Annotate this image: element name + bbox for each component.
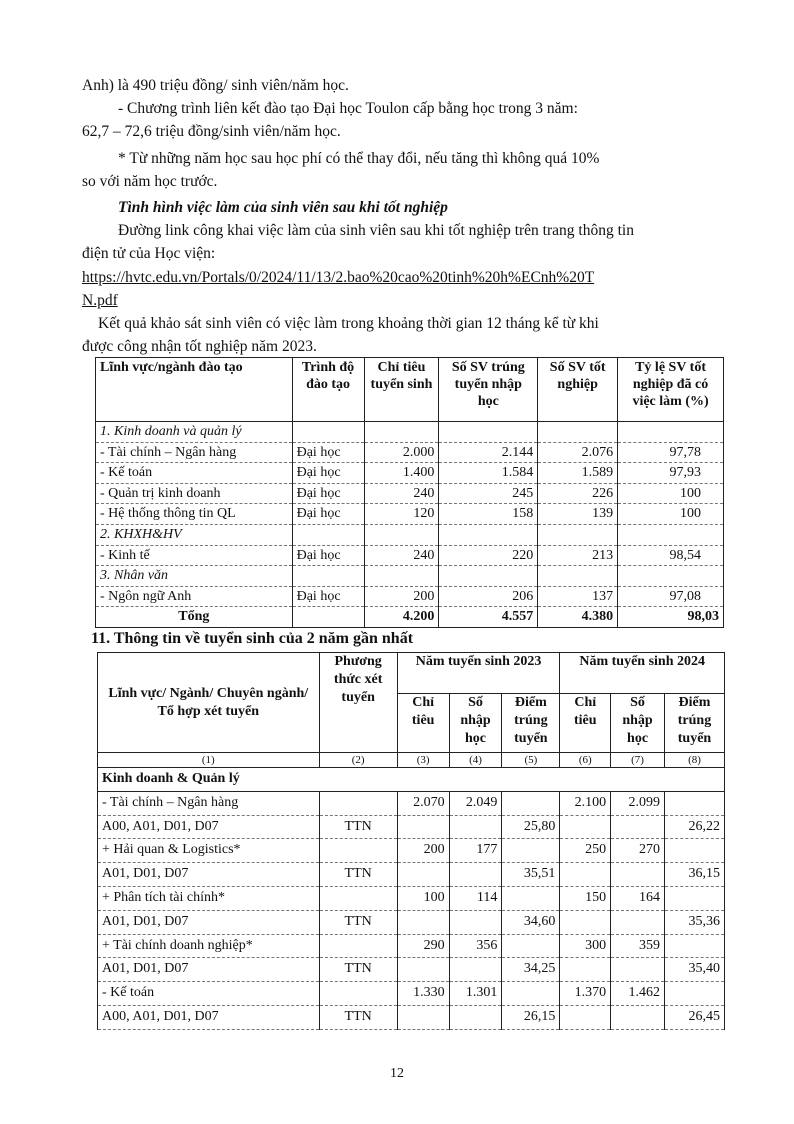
cell-a: A00, A01, D01, D07 — [98, 815, 320, 839]
cell-grad: 1.589 — [538, 463, 618, 484]
header-cell: Lĩnh vực/ngành đào tạo — [96, 358, 293, 422]
header-score: Điểm trúng tuyển — [502, 694, 560, 753]
cell-c — [397, 863, 449, 887]
section-row: Kinh doanh & Quản lý — [98, 768, 725, 792]
cell-h: 36,15 — [664, 863, 724, 887]
cell-e: 26,15 — [502, 1005, 560, 1029]
cell-h — [664, 791, 724, 815]
cell-b: TTN — [319, 910, 397, 934]
cell-quota — [364, 566, 439, 587]
cell-d — [449, 910, 502, 934]
paragraph-line: Anh) là 490 triệu đồng/ sinh viên/năm học. — [82, 77, 349, 94]
column-number: (2) — [319, 753, 397, 768]
cell-g — [611, 958, 665, 982]
cell-name: - Kinh tế — [96, 545, 293, 566]
header-cell: Tỷ lệ SV tốt nghiệp đã có việc làm (%) — [618, 358, 724, 422]
cell-admitted: 2.144 — [439, 442, 538, 463]
header-cell: Trình độ đào tạo — [292, 358, 364, 422]
cell-d: 356 — [449, 934, 502, 958]
cell-f: 150 — [560, 886, 611, 910]
cell-f — [560, 863, 611, 887]
column-number-row — [98, 753, 725, 768]
cell-admitted: 206 — [439, 586, 538, 607]
header-enrolled: Số nhập học — [449, 694, 502, 753]
table-row — [96, 483, 724, 504]
paragraph-line: * Từ những năm học sau học phí có thể thay đổi, nếu tăng thì không quá 10% — [118, 150, 600, 167]
paragraph-line: được công nhận tốt nghiệp năm 2023. — [82, 338, 317, 355]
cell-c: 1.330 — [397, 982, 449, 1006]
cell-e — [502, 934, 560, 958]
cell-d — [449, 863, 502, 887]
header-quota: Chỉ tiêu — [560, 694, 611, 753]
column-number: (8) — [664, 753, 724, 768]
cell-name: - Ngôn ngữ Anh — [96, 586, 293, 607]
cell-e: 34,60 — [502, 910, 560, 934]
table-header-row — [96, 358, 724, 422]
header-method: Phương thức xét tuyển — [319, 653, 397, 753]
cell-c — [397, 910, 449, 934]
cell-rate — [618, 422, 724, 443]
table-row — [96, 545, 724, 566]
cell-level — [292, 566, 364, 587]
cell-d — [449, 958, 502, 982]
table-row — [98, 934, 725, 958]
cell-admitted — [439, 422, 538, 443]
total-admitted: 4.557 — [439, 607, 538, 628]
cell-f: 2.100 — [560, 791, 611, 815]
cell-h: 26,22 — [664, 815, 724, 839]
column-number: (3) — [397, 753, 449, 768]
cell-rate: 97,78 — [618, 442, 724, 463]
cell-a: + Hải quan & Logistics* — [98, 839, 320, 863]
total-grad: 4.380 — [538, 607, 618, 628]
total-rate: 98,03 — [618, 607, 724, 628]
cell-admitted: 220 — [439, 545, 538, 566]
cell-e — [502, 886, 560, 910]
report-link[interactable]: https://hvtc.edu.vn/Portals/0/2024/11/13/2.bao%20cao%20tinh%20h%ECnh%20T — [82, 269, 595, 286]
cell-h: 35,40 — [664, 958, 724, 982]
cell-g: 164 — [611, 886, 665, 910]
paragraph-line: so với năm học trước. — [82, 173, 218, 190]
cell-c: 290 — [397, 934, 449, 958]
cell-g: 2.099 — [611, 791, 665, 815]
cell-a: - Tài chính – Ngân hàng — [98, 791, 320, 815]
cell-d: 2.049 — [449, 791, 502, 815]
cell-quota: 240 — [364, 483, 439, 504]
cell-quota — [364, 422, 439, 443]
cell-grad: 213 — [538, 545, 618, 566]
cell-g — [611, 815, 665, 839]
cell-b — [319, 886, 397, 910]
table-row — [98, 982, 725, 1006]
cell-rate: 97,93 — [618, 463, 724, 484]
cell-name: - Tài chính – Ngân hàng — [96, 442, 293, 463]
header-field: Lĩnh vực/ Ngành/ Chuyên ngành/ Tổ hợp xét tuyển — [98, 653, 320, 753]
total-row — [96, 607, 724, 628]
cell-e — [502, 839, 560, 863]
header-cell: Số SV tốt nghiệp — [538, 358, 618, 422]
cell-a: - Kế toán — [98, 982, 320, 1006]
cell-a: + Phân tích tài chính* — [98, 886, 320, 910]
table-row — [98, 886, 725, 910]
cell-rate: 97,08 — [618, 586, 724, 607]
cell-h — [664, 982, 724, 1006]
cell-c — [397, 815, 449, 839]
table-row — [96, 586, 724, 607]
cell-rate: 100 — [618, 483, 724, 504]
header-score: Điểm trúng tuyển — [664, 694, 724, 753]
cell-f: 1.370 — [560, 982, 611, 1006]
cell-level: Đại học — [292, 442, 364, 463]
cell-d: 114 — [449, 886, 502, 910]
admission-table — [97, 652, 725, 1030]
column-number: (5) — [502, 753, 560, 768]
cell-grad — [538, 566, 618, 587]
cell-level: Đại học — [292, 463, 364, 484]
cell-level: Đại học — [292, 483, 364, 504]
cell-f — [560, 815, 611, 839]
paragraph-line: Đường link công khai việc làm của sinh viên sau khi tốt nghiệp trên trang thông tin — [118, 222, 634, 239]
cell-level: Đại học — [292, 504, 364, 525]
paragraph-line: - Chương trình liên kết đào tạo Đại học Toulon cấp bằng học trong 3 năm: — [118, 100, 578, 117]
cell-f: 250 — [560, 839, 611, 863]
cell-c — [397, 958, 449, 982]
column-number: (4) — [449, 753, 502, 768]
cell-grad: 139 — [538, 504, 618, 525]
table-row — [96, 463, 724, 484]
cell-grad: 137 — [538, 586, 618, 607]
paragraph-line: 62,7 – 72,6 triệu đồng/sinh viên/năm học. — [82, 123, 341, 140]
table-row — [96, 442, 724, 463]
cell-name: - Kế toán — [96, 463, 293, 484]
header-quota: Chỉ tiêu — [397, 694, 449, 753]
cell-level — [292, 422, 364, 443]
cell-h — [664, 934, 724, 958]
cell-grad: 226 — [538, 483, 618, 504]
cell-name: 3. Nhân văn — [96, 566, 293, 587]
cell-c: 100 — [397, 886, 449, 910]
cell-b — [319, 791, 397, 815]
cell-level: Đại học — [292, 545, 364, 566]
cell-h — [664, 886, 724, 910]
cell-g — [611, 910, 665, 934]
paragraph-line: điện tử của Học viện: — [82, 245, 216, 262]
header-enrolled: Số nhập học — [611, 694, 665, 753]
cell-e: 25,80 — [502, 815, 560, 839]
cell-level — [292, 524, 364, 545]
cell-f — [560, 910, 611, 934]
cell-d — [449, 815, 502, 839]
cell-admitted — [439, 524, 538, 545]
table-row — [98, 910, 725, 934]
table-row — [98, 815, 725, 839]
cell-admitted — [439, 566, 538, 587]
cell-b: TTN — [319, 958, 397, 982]
cell-g: 270 — [611, 839, 665, 863]
cell-e — [502, 791, 560, 815]
cell-admitted: 1.584 — [439, 463, 538, 484]
cell-g — [611, 863, 665, 887]
cell-h — [664, 839, 724, 863]
cell-g: 1.462 — [611, 982, 665, 1006]
employment-table — [95, 357, 724, 628]
cell-admitted: 158 — [439, 504, 538, 525]
table-row — [96, 524, 724, 545]
cell-level: Đại học — [292, 586, 364, 607]
cell-b — [319, 982, 397, 1006]
cell-a: A01, D01, D07 — [98, 910, 320, 934]
cell-a: A00, A01, D01, D07 — [98, 1005, 320, 1029]
header-cell: Chỉ tiêu tuyển sinh — [364, 358, 439, 422]
table-row — [98, 863, 725, 887]
cell-a: A01, D01, D07 — [98, 863, 320, 887]
cell-c — [397, 1005, 449, 1029]
cell-rate: 98,54 — [618, 545, 724, 566]
header-2024: Năm tuyển sinh 2024 — [560, 653, 725, 694]
cell-c: 2.070 — [397, 791, 449, 815]
cell-name: - Hệ thống thông tin QL — [96, 504, 293, 525]
column-number: (7) — [611, 753, 665, 768]
subheading: Tình hình việc làm của sinh viên sau khi tốt nghiệp — [118, 199, 448, 216]
column-number: (6) — [560, 753, 611, 768]
cell-grad — [538, 422, 618, 443]
cell-f: 300 — [560, 934, 611, 958]
cell-b — [319, 934, 397, 958]
cell-name: 2. KHXH&HV — [96, 524, 293, 545]
header-2023: Năm tuyển sinh 2023 — [397, 653, 560, 694]
cell-grad: 2.076 — [538, 442, 618, 463]
cell-d: 177 — [449, 839, 502, 863]
page-number: 12 — [390, 1066, 404, 1081]
cell-d — [449, 1005, 502, 1029]
cell-d: 1.301 — [449, 982, 502, 1006]
table-row — [96, 566, 724, 587]
cell-e: 34,25 — [502, 958, 560, 982]
table-row — [96, 422, 724, 443]
section-heading: 11. Thông tin về tuyển sinh của 2 năm gần nhất — [91, 630, 414, 647]
report-link-cont[interactable]: N.pdf — [82, 292, 118, 309]
table-row — [98, 791, 725, 815]
cell-b: TTN — [319, 815, 397, 839]
cell-g: 359 — [611, 934, 665, 958]
cell-quota: 200 — [364, 586, 439, 607]
cell-e: 35,51 — [502, 863, 560, 887]
cell-quota: 1.400 — [364, 463, 439, 484]
cell-admitted: 245 — [439, 483, 538, 504]
cell-name: - Quản trị kinh doanh — [96, 483, 293, 504]
cell-name: 1. Kinh doanh và quản lý — [96, 422, 293, 443]
cell-rate: 100 — [618, 504, 724, 525]
cell-f — [560, 1005, 611, 1029]
paragraph-line: Kết quả khảo sát sinh viên có việc làm trong khoảng thời gian 12 tháng kể từ khi — [98, 315, 599, 332]
table-row — [98, 958, 725, 982]
table-row — [96, 504, 724, 525]
total-quota: 4.200 — [364, 607, 439, 628]
cell-c: 200 — [397, 839, 449, 863]
cell-quota: 120 — [364, 504, 439, 525]
cell-rate — [618, 566, 724, 587]
header-cell: Số SV trúng tuyển nhập học — [439, 358, 538, 422]
cell-h: 35,36 — [664, 910, 724, 934]
cell-h: 26,45 — [664, 1005, 724, 1029]
cell-b — [319, 839, 397, 863]
cell-grad — [538, 524, 618, 545]
cell-quota: 2.000 — [364, 442, 439, 463]
cell-a: + Tài chính doanh nghiệp* — [98, 934, 320, 958]
total-label: Tổng — [96, 607, 293, 628]
cell-g — [611, 1005, 665, 1029]
cell-b: TTN — [319, 863, 397, 887]
cell-e — [502, 982, 560, 1006]
cell-quota: 240 — [364, 545, 439, 566]
table-row — [98, 1005, 725, 1029]
cell-a: A01, D01, D07 — [98, 958, 320, 982]
cell-b: TTN — [319, 1005, 397, 1029]
column-number: (1) — [98, 753, 320, 768]
table-row — [98, 839, 725, 863]
cell-rate — [618, 524, 724, 545]
cell-f — [560, 958, 611, 982]
cell-quota — [364, 524, 439, 545]
